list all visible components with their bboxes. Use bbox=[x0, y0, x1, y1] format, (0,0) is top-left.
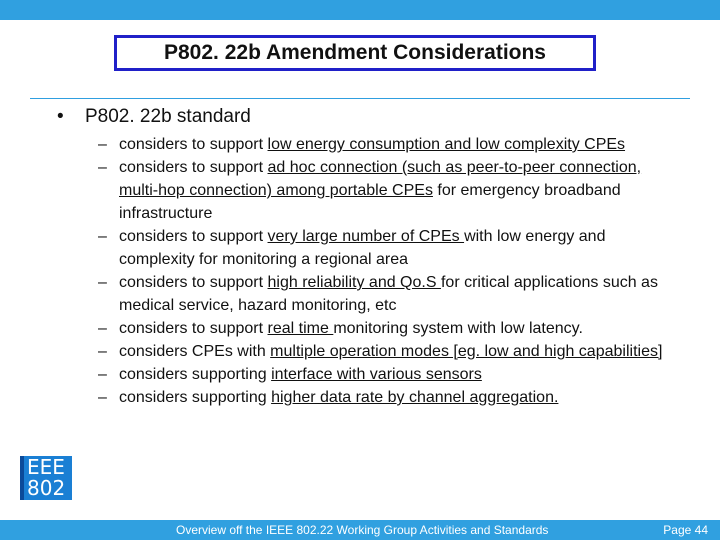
sub-bullet-item: – considers CPEs with multiple operation modes [eg. low and high capabilities] bbox=[98, 343, 663, 360]
main-bullet bbox=[57, 105, 251, 128]
logo-line-2: 802 bbox=[27, 476, 66, 500]
sub-bullet-item: – considers to support very large number of CPEs with low energy and complexity for monitoring a regional area bbox=[98, 228, 606, 268]
page-number: Page 44 bbox=[663, 523, 708, 537]
footer-text: Overview off the IEEE 802.22 Working Group Activities and Standards bbox=[176, 523, 549, 537]
footer-bar bbox=[0, 520, 720, 540]
sub-bullet-item: – considers to support real time monitoring system with low latency. bbox=[98, 320, 583, 337]
sub-bullet-item: – considers to support low energy consumption and low complexity CPEs bbox=[98, 136, 626, 153]
main-bullet-text: P802. 22b standard bbox=[85, 106, 251, 127]
title-divider bbox=[30, 98, 690, 99]
sub-bullet-item: – considers supporting higher data rate by channel aggregation. bbox=[98, 389, 559, 406]
sub-bullet-item: – considers to support high reliability and Qo.S for critical applications such as medical service, hazard monitoring, etc bbox=[98, 274, 658, 314]
sub-bullet-list bbox=[98, 133, 678, 409]
slide-title: P802. 22b Amendment Considerations bbox=[114, 35, 596, 71]
ieee-802-logo bbox=[20, 456, 72, 500]
logo-line-1: EEE bbox=[27, 455, 65, 479]
sub-bullet-item: – considers to support ad hoc connection (such as peer-to-peer connection, multi-hop connection) among portable CPEs for emergency broadband infrastructure bbox=[98, 159, 642, 222]
bullet-dot: • bbox=[57, 106, 64, 127]
top-accent-bar bbox=[0, 0, 720, 20]
sub-bullet-item: – considers supporting interface with various sensors bbox=[98, 366, 482, 383]
